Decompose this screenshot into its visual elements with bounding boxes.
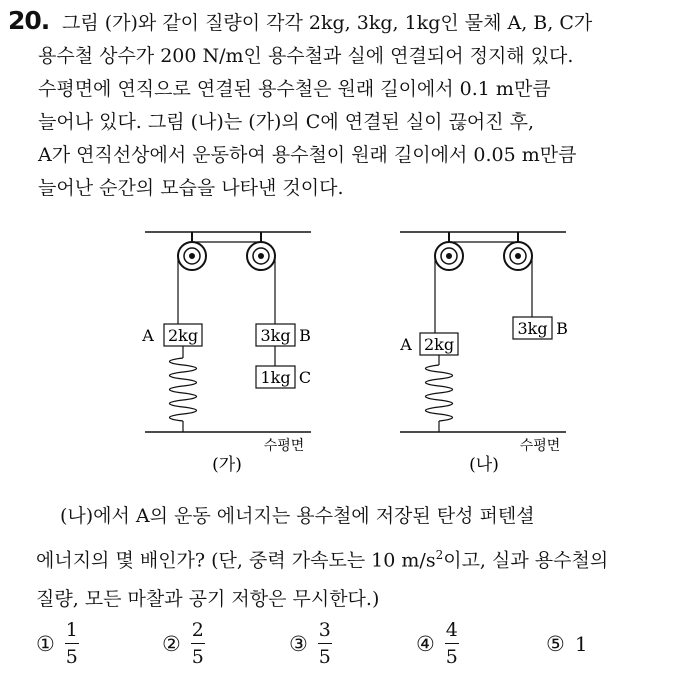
block-a-label: A [400,335,412,354]
fraction [191,618,205,669]
choice-1[interactable] [36,618,79,669]
question-line-2: 용수철 상수가 200 N/m인 용수철과 실에 연결되어 정지해 있다. [38,45,574,67]
question-line-6: 늘어난 순간의 모습을 나타낸 것이다. [38,177,344,199]
prompt-line-2-post: 이고, 실과 용수철의 [443,549,609,572]
question-line-1: 그림 (가)와 같이 질량이 각각 2kg, 3kg, 1kg인 물체 A, B, C가 [62,12,593,34]
denominator: 5 [191,646,204,668]
block-b-label: B [556,319,568,338]
spring-na [426,365,453,421]
prompt-line-2-sup: 2 [435,548,444,562]
physics-figure [0,220,698,480]
block-a-mass: 2kg [423,335,455,354]
answer-choices [36,618,676,680]
ground-label: 수평면 [263,438,305,454]
prompt-line-3: 질량, 모든 마찰과 공기 저항은 무시한다.) [36,588,380,611]
pulley-left [435,232,463,270]
numerator: 2 [191,619,204,641]
pulley-left [178,232,206,270]
spring-ga [170,358,197,421]
diagram-ga [141,232,311,475]
pulley-right [247,232,275,270]
choice-marker: ③ [289,631,308,656]
question-line-3: 수평면에 연직으로 연결된 용수철은 원래 길이에서 0.1 m만큼 [38,78,551,100]
block-a-label: A [142,326,154,345]
fraction [65,618,79,669]
ground-label: 수평면 [519,438,561,454]
choice-marker: ④ [416,631,435,656]
pulley-right [504,232,532,270]
choice-marker: ② [162,631,181,656]
denominator: 5 [445,646,458,668]
question-line-4: 늘어나 있다. 그림 (나)는 (가)의 C에 연결된 실이 끊어진 후, [38,111,535,133]
numerator: 4 [445,619,458,641]
fraction [445,618,459,669]
pulley-spring-diagram [0,220,698,480]
fraction [318,618,332,669]
denominator: 5 [65,646,78,668]
numerator: 1 [65,619,78,641]
choice-3[interactable] [289,618,332,669]
question-line-5: A가 연직선상에서 운동하여 용수철이 원래 길이에서 0.05 m만큼 [38,144,577,166]
block-c-label: C [298,368,312,387]
numerator: 3 [318,619,331,641]
choice-5[interactable] [546,632,588,656]
choice-marker: ⑤ [546,632,565,656]
choice-marker: ① [36,631,55,656]
question-number: 20. [8,6,50,35]
block-a-mass: 2kg [167,326,199,345]
caption-na: (나) [469,455,499,475]
prompt-line-1: (나)에서 A의 운동 에너지는 용수철에 저장된 탄성 퍼텐셜 [60,505,535,527]
block-b-mass: 3kg [517,319,548,338]
block-b-label: B [299,326,311,345]
question-text [38,7,687,205]
choice-2[interactable] [162,618,205,669]
caption-ga: (가) [212,455,242,475]
choice-4[interactable] [416,618,459,669]
diagram-na [399,232,568,475]
block-b-mass: 3kg [260,326,291,345]
prompt-line-2 [36,536,676,580]
denominator: 5 [318,646,331,668]
prompt-line-2-pre: 에너지의 몇 배인가? (단, 중력 가속도는 10 m/s [36,549,436,572]
block-c-mass: 1kg [260,368,291,387]
prompt-text [36,497,676,619]
choice-value: 1 [574,632,588,656]
